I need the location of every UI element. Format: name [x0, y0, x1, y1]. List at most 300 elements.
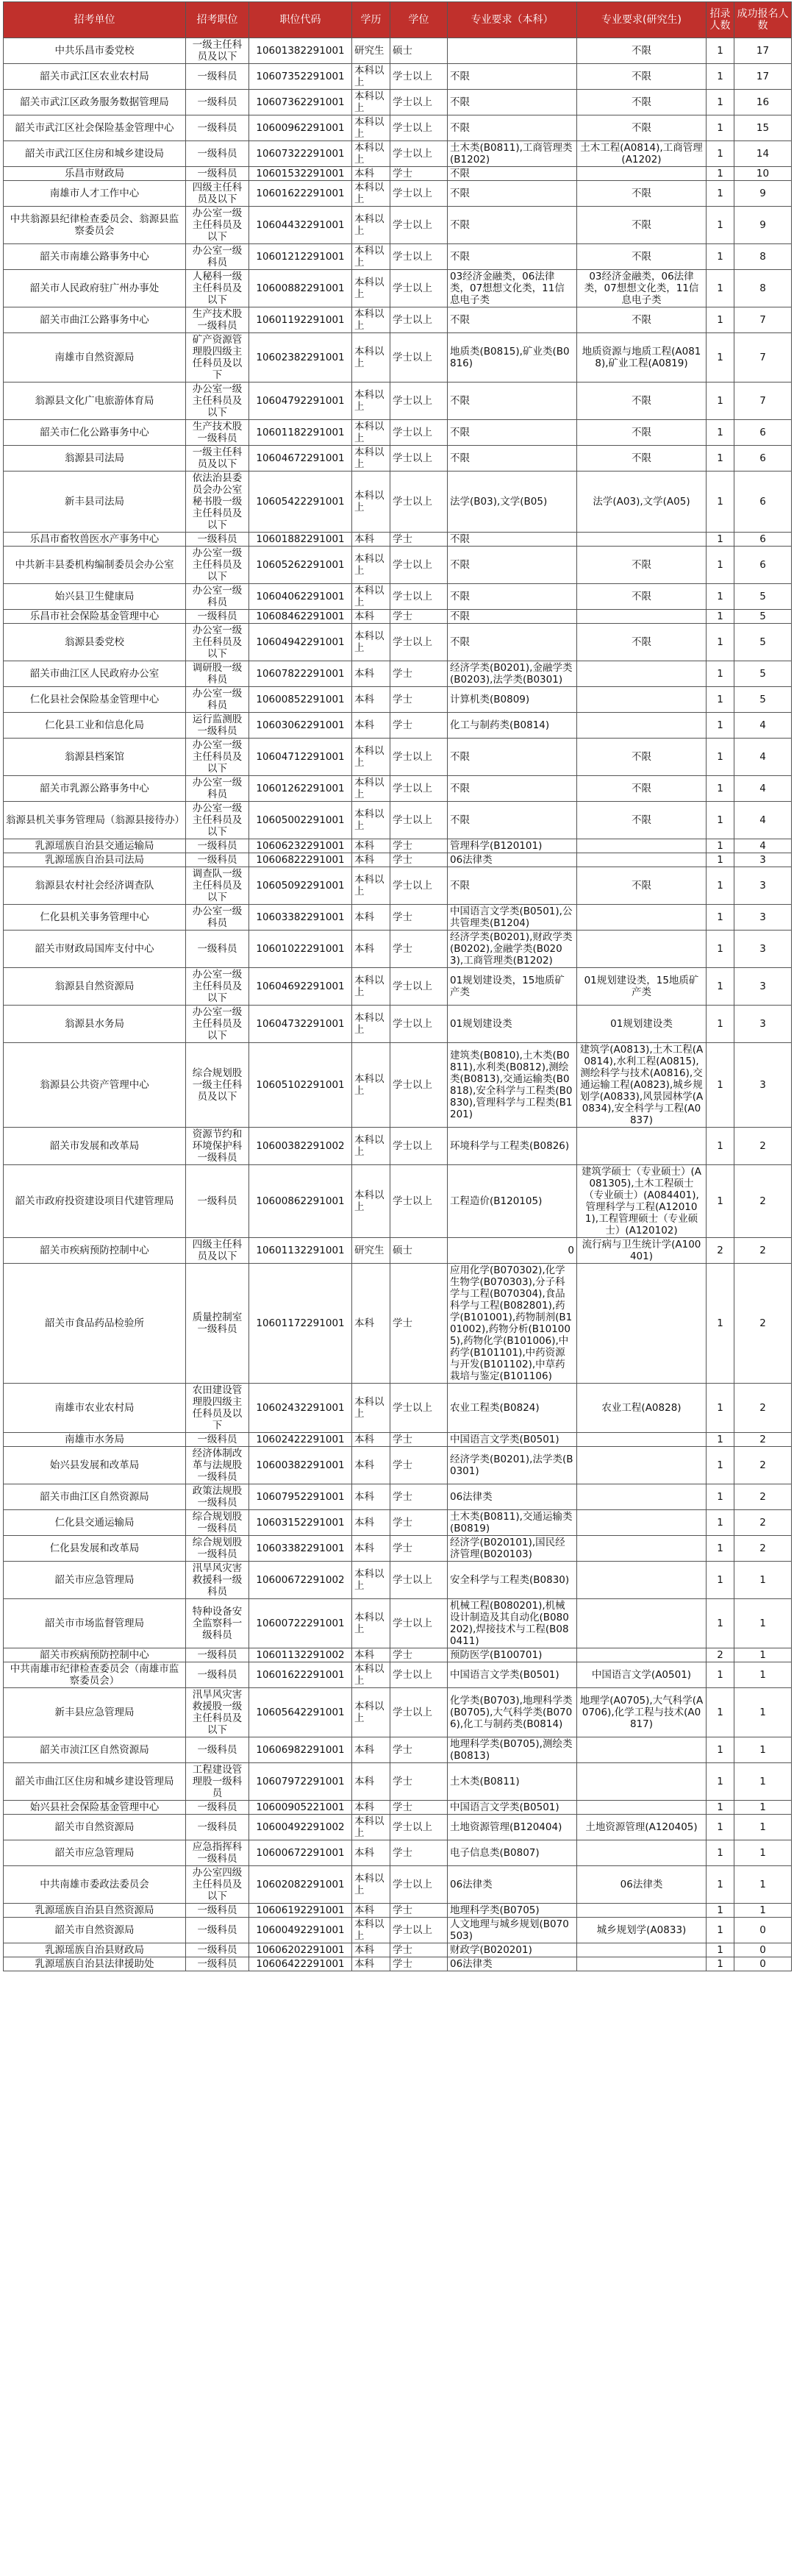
cell-code: 10606822291001 [249, 853, 352, 867]
cell-unit: 翁源县自然资源局 [4, 968, 186, 1006]
cell-applicants: 9 [734, 207, 792, 244]
cell-degree: 学士以上 [390, 64, 448, 90]
cell-degree: 学士 [390, 931, 448, 968]
cell-quota: 1 [707, 1801, 734, 1815]
cell-unit: 乳源瑶族自治县交通运输局 [4, 839, 186, 853]
cell-unit: 韶关市武江区住房和城乡建设局 [4, 141, 186, 167]
cell-major-undergrad: 地质类(B0815),矿业类(B0816) [448, 333, 577, 383]
cell-unit: 翁源县司法局 [4, 446, 186, 472]
cell-major-postgrad: 不限 [577, 776, 707, 802]
table-row [4, 1763, 792, 1801]
cell-education: 本科以上 [352, 90, 390, 115]
cell-major-postgrad [577, 1648, 707, 1662]
cell-position: 运行监测股一级科员 [186, 713, 249, 739]
cell-major-postgrad [577, 1264, 707, 1384]
cell-education: 本科以上 [352, 1562, 390, 1599]
cell-education: 本科 [352, 853, 390, 867]
cell-position: 办公室一级主任科员及以下 [186, 547, 249, 584]
cell-quota: 1 [707, 1688, 734, 1737]
cell-applicants: 6 [734, 446, 792, 472]
cell-code: 10603152291001 [249, 1510, 352, 1536]
cell-major-postgrad [577, 1763, 707, 1801]
table-row [4, 244, 792, 270]
table-row [4, 1599, 792, 1648]
table-row [4, 1384, 792, 1433]
cell-code: 10600492291001 [249, 1918, 352, 1943]
cell-education: 本科 [352, 1648, 390, 1662]
cell-major-undergrad: 化工与制药类(B0814) [448, 713, 577, 739]
cell-position: 一级科员 [186, 1904, 249, 1918]
cell-code: 10607352291001 [249, 64, 352, 90]
cell-education: 本科 [352, 1737, 390, 1763]
cell-position: 办公室一级主任科员及以下 [186, 207, 249, 244]
cell-education: 本科以上 [352, 739, 390, 776]
cell-education: 本科 [352, 533, 390, 547]
table-row [4, 167, 792, 181]
cell-major-postgrad: 地理学(A0705),大气科学(A0706),化学工程与技术(A0817) [577, 1688, 707, 1737]
cell-applicants: 3 [734, 1043, 792, 1128]
cell-unit: 韶关市食品药品检验所 [4, 1264, 186, 1384]
cell-code: 10602432291001 [249, 1384, 352, 1433]
cell-degree: 学士以上 [390, 776, 448, 802]
cell-quota: 1 [707, 802, 734, 839]
cell-applicants: 17 [734, 64, 792, 90]
cell-position: 一级科员 [186, 64, 249, 90]
cell-quota: 1 [707, 1510, 734, 1536]
cell-education: 本科以上 [352, 270, 390, 307]
cell-quota: 1 [707, 1763, 734, 1801]
cell-applicants: 3 [734, 931, 792, 968]
table-row [4, 1943, 792, 1957]
table-row [4, 713, 792, 739]
cell-code: 10606232291001 [249, 839, 352, 853]
cell-unit: 韶关市应急管理局 [4, 1562, 186, 1599]
table-row [4, 1447, 792, 1484]
cell-code: 10600382291001 [249, 1447, 352, 1484]
cell-applicants: 4 [734, 739, 792, 776]
cell-code: 10604692291001 [249, 968, 352, 1006]
cell-education: 本科以上 [352, 1384, 390, 1433]
cell-position: 办公室一级主任科员及以下 [186, 1006, 249, 1043]
table-row [4, 968, 792, 1006]
cell-education: 本科以上 [352, 1662, 390, 1688]
cell-education: 本科以上 [352, 547, 390, 584]
cell-education: 本科 [352, 610, 390, 624]
cell-education: 本科以上 [352, 1043, 390, 1128]
cell-quota: 1 [707, 624, 734, 661]
cell-position: 应急指挥科一级科员 [186, 1840, 249, 1866]
cell-major-undergrad: 经济学类(B0201),法学类(B0301) [448, 1447, 577, 1484]
table-row [4, 610, 792, 624]
cell-education: 本科以上 [352, 776, 390, 802]
cell-quota: 1 [707, 1866, 734, 1904]
cell-unit: 乐昌市畜牧兽医水产事务中心 [4, 533, 186, 547]
cell-degree: 学士以上 [390, 1918, 448, 1943]
cell-degree: 学士 [390, 1904, 448, 1918]
cell-position: 四级主任科员及以下 [186, 1238, 249, 1264]
table-row [4, 776, 792, 802]
cell-position: 综合规划股一级科员 [186, 1536, 249, 1562]
cell-major-postgrad [577, 1957, 707, 1971]
cell-code: 10605642291001 [249, 1688, 352, 1737]
cell-position: 一级科员 [186, 1648, 249, 1662]
cell-unit: 仁化县交通运输局 [4, 1510, 186, 1536]
cell-major-undergrad: 应用化学(B070302),化学生物学(B070303),分子科学与工程(B070304),食品科学与工程(B082801),药学(B101001),药物制剂(B101002),药物分析(B101005),药物化学(B101006),中药学(B101101),中药资源与开发(B101102),中草药栽培与鉴定(B101106) [448, 1264, 577, 1384]
cell-applicants: 5 [734, 661, 792, 687]
cell-quota: 1 [707, 853, 734, 867]
cell-degree: 学士以上 [390, 802, 448, 839]
cell-unit: 韶关市武江区政务服务数据管理局 [4, 90, 186, 115]
cell-applicants: 1 [734, 1737, 792, 1763]
cell-major-postgrad: 农业工程(A0828) [577, 1384, 707, 1433]
table-row [4, 1562, 792, 1599]
cell-code: 10605422291001 [249, 472, 352, 533]
header-unit: 招考单位 [4, 2, 186, 38]
cell-applicants: 3 [734, 867, 792, 905]
cell-degree: 学士 [390, 610, 448, 624]
cell-applicants: 1 [734, 1866, 792, 1904]
cell-quota: 1 [707, 64, 734, 90]
cell-unit: 中共南雄市纪律检查委员会（南雄市监察委员会） [4, 1662, 186, 1688]
cell-unit: 中共翁源县纪律检查委员会、翁源县监察委员会 [4, 207, 186, 244]
cell-education: 本科 [352, 1904, 390, 1918]
table-row [4, 1648, 792, 1662]
table-row [4, 181, 792, 207]
cell-code: 10605102291001 [249, 1043, 352, 1128]
cell-education: 本科 [352, 1510, 390, 1536]
cell-education: 本科 [352, 687, 390, 713]
cell-applicants: 6 [734, 547, 792, 584]
cell-education: 本科 [352, 931, 390, 968]
cell-education: 本科以上 [352, 624, 390, 661]
header-position: 招考职位 [186, 2, 249, 38]
header-education: 学历 [352, 2, 390, 38]
table-body [4, 38, 792, 1971]
cell-education: 本科以上 [352, 1006, 390, 1043]
cell-major-postgrad [577, 1562, 707, 1599]
cell-quota: 1 [707, 1737, 734, 1763]
cell-major-undergrad: 01规划建设类 [448, 1006, 577, 1043]
cell-unit: 翁源县水务局 [4, 1006, 186, 1043]
cell-quota: 1 [707, 1433, 734, 1447]
cell-position: 一级主任科员及以下 [186, 38, 249, 64]
cell-major-undergrad: 不限 [448, 533, 577, 547]
cell-degree: 学士以上 [390, 1562, 448, 1599]
cell-quota: 1 [707, 1536, 734, 1562]
cell-major-undergrad: 电子信息类(B0807) [448, 1840, 577, 1866]
cell-applicants: 1 [734, 1763, 792, 1801]
cell-major-undergrad: 农业工程类(B0824) [448, 1384, 577, 1433]
cell-degree: 学士 [390, 853, 448, 867]
cell-major-undergrad: 经济学(B020101),国民经济管理(B020103) [448, 1536, 577, 1562]
cell-position: 办公室一级主任科员及以下 [186, 802, 249, 839]
cell-major-undergrad: 不限 [448, 207, 577, 244]
cell-position: 生产技术股一级科员 [186, 420, 249, 446]
cell-education: 本科以上 [352, 115, 390, 141]
cell-major-postgrad: 法学(A03),文学(A05) [577, 472, 707, 533]
cell-unit: 韶关市曲江区自然资源局 [4, 1484, 186, 1510]
cell-education: 本科以上 [352, 584, 390, 610]
cell-major-undergrad: 法学(B03),文学(B05) [448, 472, 577, 533]
cell-education: 本科以上 [352, 141, 390, 167]
cell-major-undergrad: 01规划建设类，15地质矿产类 [448, 968, 577, 1006]
cell-degree: 学士 [390, 1484, 448, 1510]
cell-position: 一级科员 [186, 115, 249, 141]
cell-major-postgrad: 不限 [577, 584, 707, 610]
table-row [4, 1128, 792, 1165]
cell-quota: 1 [707, 1840, 734, 1866]
cell-major-undergrad: 人文地理与城乡规划(B070503) [448, 1918, 577, 1943]
cell-applicants: 16 [734, 90, 792, 115]
header-quota: 招录人数 [707, 2, 734, 38]
cell-major-postgrad: 不限 [577, 383, 707, 420]
cell-applicants: 7 [734, 333, 792, 383]
job-table-sheet [3, 1, 791, 1971]
cell-applicants: 2 [734, 1128, 792, 1165]
cell-unit: 中共新丰县委机构编制委员会办公室 [4, 547, 186, 584]
cell-major-postgrad: 建筑学硕士（专业硕士）(A081305),土木工程硕士（专业硕士）(A084401),管理科学与工程(A120101),工程管理硕士（专业硕士）(A120102) [577, 1165, 707, 1238]
cell-major-postgrad: 不限 [577, 115, 707, 141]
cell-degree: 学士以上 [390, 1043, 448, 1128]
cell-quota: 1 [707, 713, 734, 739]
cell-applicants: 1 [734, 1801, 792, 1815]
cell-degree: 学士以上 [390, 472, 448, 533]
cell-code: 10600722291001 [249, 1599, 352, 1648]
cell-education: 本科 [352, 1840, 390, 1866]
cell-major-postgrad: 03经济金融类，06法律类，07想想文化类，11信息电子类 [577, 270, 707, 307]
cell-position: 矿产资源管理股四级主任科员及以下 [186, 333, 249, 383]
cell-degree: 学士以上 [390, 1128, 448, 1165]
cell-major-postgrad [577, 1433, 707, 1447]
cell-applicants: 1 [734, 1648, 792, 1662]
cell-degree: 学士以上 [390, 446, 448, 472]
table-row [4, 1433, 792, 1447]
cell-degree: 学士以上 [390, 1815, 448, 1840]
cell-unit: 翁源县农村社会经济调查队 [4, 867, 186, 905]
cell-major-undergrad: 工程造价(B120105) [448, 1165, 577, 1238]
cell-applicants: 6 [734, 533, 792, 547]
cell-major-undergrad: 计算机类(B0809) [448, 687, 577, 713]
cell-education: 本科 [352, 1536, 390, 1562]
cell-applicants: 1 [734, 1599, 792, 1648]
cell-major-undergrad: 安全科学与工程类(B0830) [448, 1562, 577, 1599]
cell-unit: 中共南雄市委政法委员会 [4, 1866, 186, 1904]
cell-unit: 乳源瑶族自治县自然资源局 [4, 1904, 186, 1918]
cell-code: 10602382291001 [249, 333, 352, 383]
cell-code: 10604062291001 [249, 584, 352, 610]
cell-major-undergrad: 财政学(B020201) [448, 1943, 577, 1957]
cell-quota: 2 [707, 1238, 734, 1264]
cell-code: 10601132291001 [249, 1238, 352, 1264]
cell-education: 本科 [352, 1484, 390, 1510]
cell-applicants: 2 [734, 1536, 792, 1562]
cell-major-undergrad: 建筑类(B0810),土木类(B0811),水利类(B0812),测绘类(B0813),交通运输类(B0818),安全科学与工程类(B0830),管理科学与工程类(B1201) [448, 1043, 577, 1128]
cell-quota: 1 [707, 115, 734, 141]
cell-degree: 学士以上 [390, 181, 448, 207]
cell-position: 一级科员 [186, 1165, 249, 1238]
cell-quota: 1 [707, 472, 734, 533]
cell-education: 本科 [352, 1801, 390, 1815]
cell-code: 10605002291001 [249, 802, 352, 839]
cell-education: 本科以上 [352, 446, 390, 472]
cell-major-undergrad: 不限 [448, 383, 577, 420]
cell-unit: 南雄市人才工作中心 [4, 181, 186, 207]
cell-degree: 学士 [390, 1801, 448, 1815]
cell-major-postgrad: 中国语言文学(A0501) [577, 1662, 707, 1688]
cell-education: 本科以上 [352, 207, 390, 244]
table-row [4, 420, 792, 446]
cell-major-postgrad: 城乡规划学(A0833) [577, 1918, 707, 1943]
cell-major-postgrad: 06法律类 [577, 1866, 707, 1904]
cell-major-postgrad: 不限 [577, 38, 707, 64]
cell-code: 10607322291001 [249, 141, 352, 167]
table-row [4, 1815, 792, 1840]
cell-quota: 1 [707, 931, 734, 968]
cell-unit: 南雄市自然资源局 [4, 333, 186, 383]
cell-education: 本科以上 [352, 867, 390, 905]
cell-major-postgrad: 不限 [577, 624, 707, 661]
cell-code: 10600852291001 [249, 687, 352, 713]
cell-unit: 乳源瑶族自治县法律援助处 [4, 1957, 186, 1971]
table-row [4, 1737, 792, 1763]
cell-major-undergrad: 土木类(B0811) [448, 1763, 577, 1801]
cell-code: 10604432291001 [249, 207, 352, 244]
table-row [4, 853, 792, 867]
cell-education: 本科以上 [352, 64, 390, 90]
cell-degree: 学士 [390, 905, 448, 931]
cell-major-undergrad: 经济学类(B0201),财政学类(B0202),金融学类(B0203),工商管理类(B1202) [448, 931, 577, 968]
table-row [4, 38, 792, 64]
cell-quota: 1 [707, 270, 734, 307]
cell-major-postgrad [577, 931, 707, 968]
cell-position: 一级科员 [186, 141, 249, 167]
cell-degree: 学士以上 [390, 244, 448, 270]
cell-applicants: 2 [734, 1484, 792, 1510]
cell-major-undergrad: 不限 [448, 181, 577, 207]
cell-major-postgrad: 土地资源管理(A120405) [577, 1815, 707, 1840]
cell-degree: 学士以上 [390, 1006, 448, 1043]
cell-quota: 1 [707, 333, 734, 383]
cell-quota: 1 [707, 687, 734, 713]
cell-position: 一级科员 [186, 839, 249, 853]
job-positions-table [3, 1, 792, 1971]
cell-code: 10604712291001 [249, 739, 352, 776]
cell-code: 10601212291001 [249, 244, 352, 270]
header-applicants: 成功报名人数 [734, 2, 792, 38]
table-row [4, 1866, 792, 1904]
table-row [4, 584, 792, 610]
cell-unit: 韶关市政府投资建设项目代建管理局 [4, 1165, 186, 1238]
cell-applicants: 7 [734, 383, 792, 420]
cell-quota: 1 [707, 1957, 734, 1971]
cell-major-postgrad: 流行病与卫生统计学(A100401) [577, 1238, 707, 1264]
header-major-undergrad: 专业要求（本科） [448, 2, 577, 38]
cell-major-undergrad: 不限 [448, 64, 577, 90]
cell-applicants: 0 [734, 1957, 792, 1971]
table-row [4, 1904, 792, 1918]
cell-unit: 韶关市武江区农业农村局 [4, 64, 186, 90]
cell-unit: 韶关市财政局国库支付中心 [4, 931, 186, 968]
cell-quota: 1 [707, 610, 734, 624]
cell-unit: 南雄市水务局 [4, 1433, 186, 1447]
cell-major-postgrad [577, 1128, 707, 1165]
cell-degree: 学士 [390, 1957, 448, 1971]
cell-degree: 学士 [390, 1840, 448, 1866]
cell-degree: 学士以上 [390, 1688, 448, 1737]
cell-position: 一级科员 [186, 533, 249, 547]
cell-unit: 韶关市发展和改革局 [4, 1128, 186, 1165]
cell-quota: 1 [707, 1815, 734, 1840]
cell-major-undergrad: 中国语言文学类(B0501) [448, 1801, 577, 1815]
cell-unit: 韶关市疾病预防控制中心 [4, 1648, 186, 1662]
cell-applicants: 4 [734, 802, 792, 839]
table-row [4, 1043, 792, 1128]
cell-degree: 学士以上 [390, 90, 448, 115]
table-row [4, 739, 792, 776]
cell-major-undergrad: 06法律类 [448, 1866, 577, 1904]
cell-quota: 1 [707, 1662, 734, 1688]
cell-major-undergrad: 03经济金融类，06法律类，07想想文化类，11信息电子类 [448, 270, 577, 307]
cell-quota: 1 [707, 383, 734, 420]
cell-major-undergrad: 中国语言文学类(B0501) [448, 1433, 577, 1447]
cell-quota: 1 [707, 1562, 734, 1599]
cell-major-undergrad: 机械工程(B080201),机械设计制造及其自动化(B080202),焊接技术与工程(B080411) [448, 1599, 577, 1648]
cell-position: 办公室一级主任科员及以下 [186, 968, 249, 1006]
cell-quota: 1 [707, 905, 734, 931]
cell-education: 本科以上 [352, 1165, 390, 1238]
cell-degree: 学士以上 [390, 1599, 448, 1648]
table-row [4, 1801, 792, 1815]
cell-quota: 1 [707, 207, 734, 244]
cell-position: 资源节约和环境保护科一级科员 [186, 1128, 249, 1165]
cell-position: 生产技术股一级科员 [186, 307, 249, 333]
cell-education: 本科 [352, 839, 390, 853]
cell-unit: 韶关市曲江公路事务中心 [4, 307, 186, 333]
cell-major-postgrad [577, 1447, 707, 1484]
cell-unit: 韶关市疾病预防控制中心 [4, 1238, 186, 1264]
cell-unit: 韶关市浈江区自然资源局 [4, 1737, 186, 1763]
cell-education: 本科以上 [352, 333, 390, 383]
cell-quota: 1 [707, 1943, 734, 1957]
cell-position: 一级主任科员及以下 [186, 446, 249, 472]
cell-position: 办公室一级科员 [186, 905, 249, 931]
cell-major-postgrad: 不限 [577, 739, 707, 776]
cell-degree: 学士以上 [390, 1165, 448, 1238]
cell-code: 10606192291001 [249, 1904, 352, 1918]
cell-major-undergrad: 土地资源管理(B120404) [448, 1815, 577, 1840]
cell-position: 四级主任科员及以下 [186, 181, 249, 207]
cell-unit: 仁化县工业和信息化局 [4, 713, 186, 739]
cell-quota: 1 [707, 584, 734, 610]
cell-education: 本科 [352, 1433, 390, 1447]
cell-major-postgrad: 不限 [577, 802, 707, 839]
cell-unit: 南雄市农业农村局 [4, 1384, 186, 1433]
cell-code: 10607822291001 [249, 661, 352, 687]
cell-major-undergrad: 06法律类 [448, 1957, 577, 1971]
table-row [4, 905, 792, 931]
cell-quota: 2 [707, 1648, 734, 1662]
cell-degree: 硕士 [390, 38, 448, 64]
cell-major-postgrad: 建筑学(A0813),土木工程(A0814),水利工程(A0815),测绘科学与技术(A0816),交通运输工程(A0823),城乡规划学(A0833),风景园林学(A0834),安全科学与工程(A0837) [577, 1043, 707, 1128]
cell-code: 10601622291001 [249, 181, 352, 207]
cell-degree: 学士以上 [390, 1662, 448, 1688]
cell-major-postgrad [577, 1484, 707, 1510]
cell-unit: 始兴县发展和改革局 [4, 1447, 186, 1484]
cell-major-postgrad: 不限 [577, 547, 707, 584]
cell-applicants: 1 [734, 1904, 792, 1918]
cell-quota: 1 [707, 181, 734, 207]
cell-quota: 1 [707, 1165, 734, 1238]
